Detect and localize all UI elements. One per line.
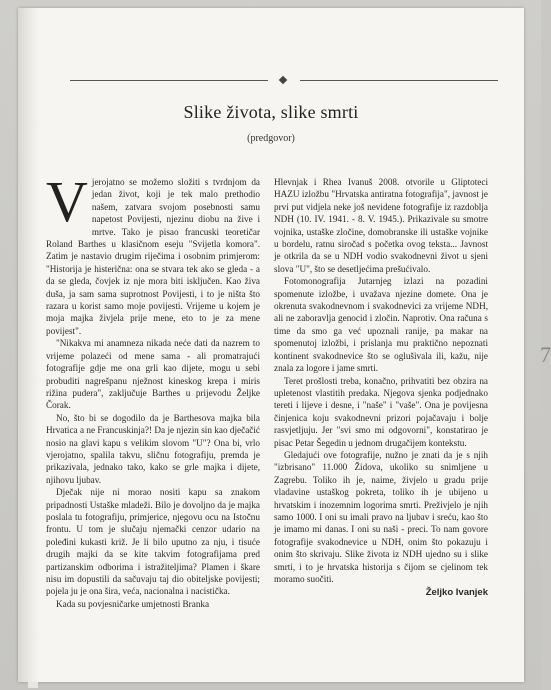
text-column-left: [46, 169, 260, 610]
author-signature: Željko Ivanjek: [425, 587, 488, 599]
drop-cap: V: [46, 169, 88, 234]
diamond-ornament-icon: [279, 76, 287, 84]
paragraph: Kada su povjesničarke umjetnosti Branka: [56, 598, 210, 609]
paragraph: No, što bi se dogodilo da je Barthesova majka bila Hrvatica a ne Francuskinja?! Da je njezin sin kao dječačić nosio na glavi kapu s velikim slovom "U"? Ona bi, vrlo vjerojatno, spalila takvu, sličnu fotografiju, premda je prikazivala, jednako tako, kako se grle majka i dijete, njihovu ljubav.: [46, 412, 260, 485]
paragraph: [46, 169, 260, 337]
page-number: 7: [540, 342, 551, 367]
paragraph: Teret prošlosti treba, konačno, prihvatiti bez obzira na upletenost vlastitih predaka. Njegova sjenka podjednako tereti i lijeve i desne, i "naše" i "vaše". Ona je povijesna činjenica koju svakodnevni prizori pojačavaju i bolje rasvjetljuju. Jer "svi smo mi odgovorni", konstatirao je pisac Petar Šegedin u jednom drugačijem kontekstu.: [274, 375, 488, 448]
text-column-right: [274, 176, 488, 600]
article-title: Slike života, slike smrti: [183, 102, 359, 122]
ornamental-rule: [70, 76, 498, 86]
paragraph-text: jerojatno se možemo složiti s tvrdnjom da jedan život, koji je tek malo prethodio našem, zatvara svojom posebnosti samu napetost Povijesti, njezinu diobu na žive i mrtve. Tako je pisao francuski teoretičar Roland Barthes u klasičnom eseju "Svijetla komora". Zatim je nastavio drugim riječima i osobnim primjerom: "Historija je histerična: ona se stvara tek ako se gleda - a da se gleda, čovjek iz nje mora biti isključen. Kao živa duša, ja sam sama suprotnost Povijesti, i to je ništa što razara u korist samo moje povijesti. Vrijeme u kojem je moja majka živjela prije mene, eto to je za mene povijest".: [46, 177, 260, 336]
rule-line-left: [70, 80, 268, 81]
paragraph: Dječak nije ni morao nositi kapu sa znakom pripadnosti Ustaške mladeži. Bilo je dovoljno da je majka poslala tu fotografiju, primjerice, njegovu ocu na Istočnu frontu. U tom je slučaju njemački cenzor udario na poleđini kukasti križ. Je li bilo uputno za nju, i tisuće drugih majki da se kite takvim fotografijama pred partizanskim odborima i istražiteljima? Plamen i škare nisu im dopustili da sačuvaju taj dio obiteljske povijesti; pojela ju je ona šira, veća, nacionalna i nacistička.: [46, 487, 260, 597]
book-page: [18, 8, 551, 682]
paragraph: Hlevnjak i Rhea Ivanuš 2008. otvorile u Gliptoteci HAZU izložbu "Hrvatska antiratna fotografija", javnost je prvi put vidjela neke još nevidene fotografije iz razdoblja NDH (10. IV. 1941. - 8. V. 1945.). Prikazivale su smotre vojnika, ustaške zločine, domobranske ili ustaške vojnike u bordelu, ratnu siročad s početka ovog teksta... Javnost je otkrila da se u NDH vodio svakodnevni život u sjeni slova "U", što se desetljećima prešućivalo.: [274, 177, 488, 274]
paragraph: Fotomonografija Jutarnjeg izlazi na pozadini spomenute izložbe, i uvažava njezine domete. Ona je okrenuta svakodnevnom i svakodnevici za vrijeme NDH, ali ne zaboravlja genocid i zločin. Naprotiv. Ona računa s time da smo ga već upoznali ranije, pa makar na spomenutoj izložbi, i prislanja mu praktično nepoznati kontinent svakodnevice što se oglušivala ili, kažu, nije znala za logore i jame smrti.: [274, 276, 488, 374]
article-subtitle: (predgovor): [247, 133, 295, 144]
paragraph: "Nikakva mi anamneza nikada neće dati da nazrem to vrijeme polazeći od mene sama - ali promatrajući fotografije gdje me ona grli kao dijete, mogu u sebi probuditi nagrešpanu nježnost kineskog krepa i miris rižina pudera", zaključuje Barthes u prijevodu Željke Čorak.: [46, 338, 260, 411]
paragraph: Gledajući ove fotografije, nužno je znati da je s njih "izbrisano" 11.000 Židova, ukoliko su snimljene u Zagrebu. Toliko ih je, naime, živjelo u gradu prije vladavine ustaškog pokreta, toliko ih je ubijeno u hrvatskim i inozemnim logorima smrti. Preživjelo je njih samo 1000. I oni su imali pravo na ljubav i sreću, kao što je imamo mi danas. I oni su naši - preci. To nam govore fotografije svakodnevice u NDH, onim što pokazuju i onim što skrivaju. Slike života iz NDH ujedno su i slike smrti, i to je hrvatska historija s čijom se cjelinom tek moramo suočiti.: [274, 449, 488, 584]
rule-line-right: [300, 80, 498, 81]
